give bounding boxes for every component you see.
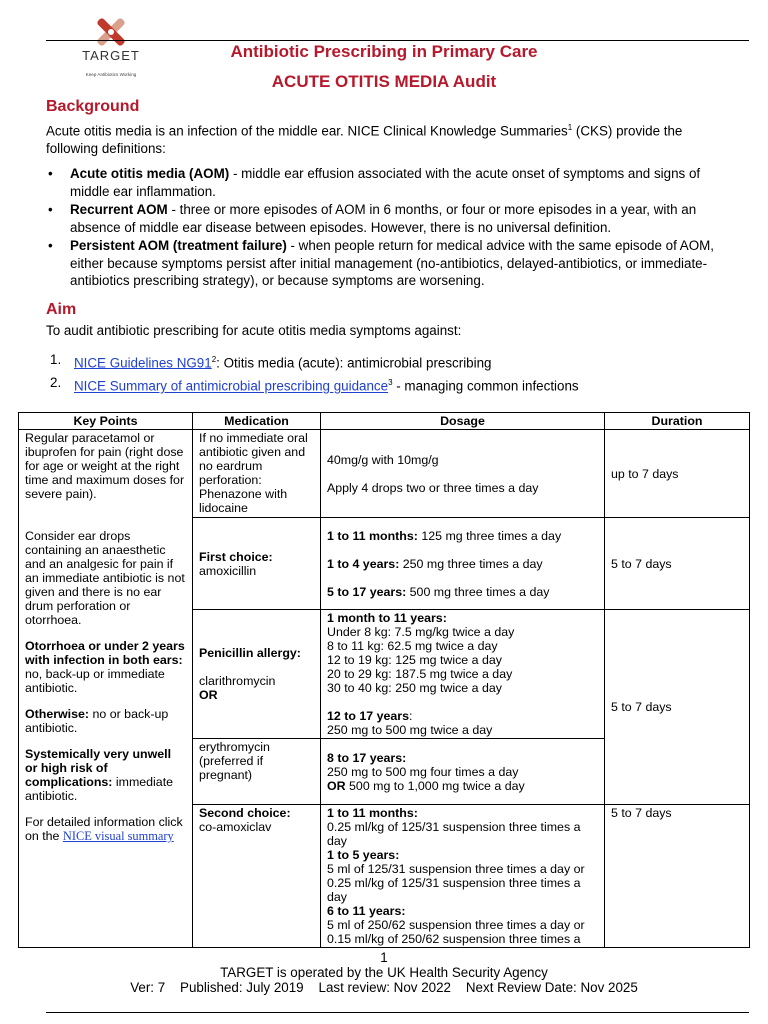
background-intro: Acute otitis media is an infection of the middle ear. NICE Clinical Knowledge Summaries$^1$ (CKS) provide the following definitions: <box>46 123 683 156</box>
page-subtitle: ACUTE OTITIS MEDIA Audit <box>271 72 497 91</box>
medication-cell: First choice: amoxicillin <box>193 518 321 610</box>
footer-rule <box>46 1012 749 1013</box>
list-item: 1. NICE Guidelines $NG91^2$: Otitis media (acute): antimicrobial prescribing <box>50 352 492 371</box>
duration-cell: 5 to 7 days <box>605 610 750 805</box>
dosage-cell: 1 to 11 months: 0.25 ml/kg of 125/31 suspension three times a day 1 to 5 years: 5 ml of 125/31 suspension three times a day or 0.25 ml/kg of 125/31 suspension three times a day 6 to 11 years: 5 ml of 250/62 suspension three times a day or 0.15 ml/kg of 250/62 suspension three times a <box>321 805 605 948</box>
key-points-cell <box>19 430 193 948</box>
medication-cell: Second choice: co-amoxiclav <box>193 805 321 948</box>
duration-cell: 5 to 7 days <box>605 518 750 610</box>
duration-cell: up to 7 days <box>605 430 750 518</box>
list-item: • Persistent AOM (treatment failure) - when people return for medical advice with the same episode of AOM, either because symptoms persist after initial management (no-antibiotics, delayed-antibiotics, or immediate-antibiotics prescribing strategy), or because symptoms are worsening. <box>48 238 715 288</box>
nice-summary-link[interactable]: NICE Summary of antimicrobial prescribing guidance <box>74 378 389 394</box>
header-rule <box>46 40 749 41</box>
dosage-cell: 8 to 17 years: 250 mg to 500 mg four times a day OR 500 mg to 1,000 mg twice a day <box>321 739 605 805</box>
col-header-duration: Duration <box>605 413 750 430</box>
medication-cell: If no immediate oral antibiotic given and no eardrum perforation: Phenazone with lidocaine <box>193 430 321 518</box>
key-point-otherwise: Otherwise: no or back-up antibiotic. <box>25 707 169 735</box>
key-point-pain: Regular paracetamol or ibuprofen for pain (right dose for age or weight at the right time and maximum doses for severe pain). <box>25 431 185 501</box>
medication-cell: erythromycin (preferred if pregnant) <box>193 739 321 805</box>
aim-list <box>46 350 736 397</box>
footer-operated: TARGET is operated by the UK Health Security Agency <box>220 965 548 980</box>
logo-wordmark: TARGET <box>82 48 140 63</box>
table-header-row <box>19 413 750 430</box>
list-item: • Recurrent AOM - three or more episodes of AOM in 6 months, or four or more episodes in a year, with an absence of middle ear disease between episodes. However, there is no universal definition. <box>48 202 697 235</box>
key-point-otorrhoea: Otorrhoea or under 2 years with infection in both ears: no, back-up or immediate antibiotic. <box>25 639 185 695</box>
dosage-cell: 1 to 11 months: 125 mg three times a day 1 to 4 years: 250 mg three times a day 5 to 17 years: 500 mg three times a day <box>321 518 605 610</box>
prescribing-table <box>18 412 750 948</box>
list-item: • Acute otitis media (AOM) - middle ear effusion associated with the acute onset of symptoms and signs of middle ear inflammation. <box>48 166 701 199</box>
duration-cell: 5 to 7 days <box>605 805 750 948</box>
aim-intro: To audit antibiotic prescribing for acute otitis media symptoms against: <box>46 323 462 338</box>
dosage-cell: 1 month to 11 years: Under 8 kg: 7.5 mg/kg twice a day 8 to 11 kg: 62.5 mg twice a day 12 to 19 kg: 125 mg twice a day 20 to 29 kg: 187.5 mg twice a day 30 to 40 kg: 250 mg twice a day 12 to 17 years: 250 mg to 500 mg twice a day <box>321 610 605 739</box>
aim-heading: Aim <box>46 301 77 318</box>
background-heading: Background <box>46 98 140 115</box>
col-header-dosage: Dosage <box>321 413 605 430</box>
footer-version: Ver: 7 Published: July 2019 Last review: Nov 2022 Next Review Date: Nov 2025 <box>130 980 638 995</box>
list-item: 2. NICE Summary of antimicrobial prescribing guidance$^3$ - managing common infections <box>50 375 579 394</box>
page-title: Antibiotic Prescribing in Primary Care <box>230 42 538 61</box>
dosage-cell: 40mg/g with 10mg/g Apply 4 drops two or three times a day <box>321 430 605 518</box>
key-point-detail: For detailed information click on the NICE visual summary <box>25 815 183 843</box>
logo-tagline: Keep Antibiotics Working <box>85 72 137 77</box>
nice-ng91-link[interactable]: NICE Guidelines NG91 <box>74 355 212 371</box>
col-header-medication: Medication <box>193 413 321 430</box>
medication-cell: Penicillin allergy: clarithromycin OR <box>193 610 321 739</box>
key-point-unwell: Systemically very unwell or high risk of complications: immediate antibiotic. <box>25 747 174 803</box>
page-number: 1 <box>380 950 388 965</box>
nice-visual-summary-link[interactable]: NICE visual summary <box>62 829 174 843</box>
table-row <box>19 430 750 518</box>
definitions-list <box>46 165 736 291</box>
key-point-ear-drops: Consider ear drops containing an anaesthetic and an analgesic for pain if an immediate antibiotic is not given and there is no ear drum perforation or otorrhoea. <box>25 529 185 627</box>
col-header-key-points: Key Points <box>19 413 193 430</box>
